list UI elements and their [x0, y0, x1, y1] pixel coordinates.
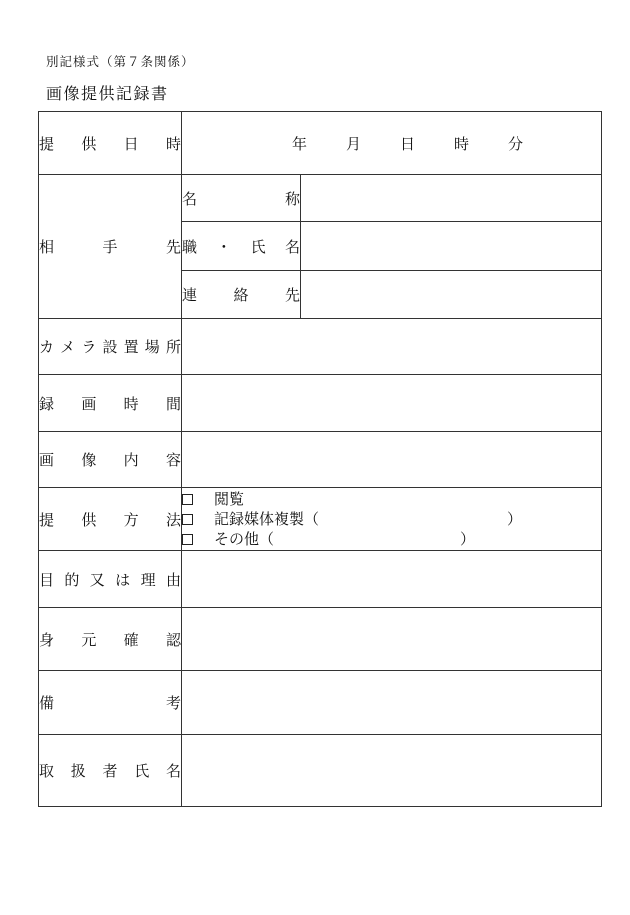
row-handler-name — [39, 735, 602, 807]
label-char: 提 — [39, 510, 55, 529]
label-image-content — [39, 432, 182, 488]
field-remarks[interactable] — [182, 671, 602, 735]
unit-minute: 分 — [508, 134, 524, 153]
label-char: 置 — [123, 338, 139, 356]
label-handler-name — [39, 735, 182, 807]
label-char: 内 — [123, 451, 139, 469]
label-char: 相 — [39, 238, 55, 256]
row-image-content — [39, 432, 602, 488]
label-char: 取 — [39, 762, 55, 780]
label-char: 絡 — [233, 286, 249, 304]
label-char: 確 — [123, 630, 139, 649]
label-char: 時 — [123, 394, 139, 413]
label-char: 像 — [81, 451, 97, 469]
label-char: 目 — [39, 570, 55, 589]
label-char: 手 — [102, 238, 118, 256]
label-remarks — [39, 671, 182, 735]
row-recording-time — [39, 375, 602, 432]
label-char: 名 — [165, 762, 181, 780]
label-char: 先 — [284, 286, 300, 304]
unit-year: 年 — [292, 134, 308, 153]
label-char: 備 — [39, 694, 55, 712]
row-remarks — [39, 671, 602, 735]
row-recipient-name — [39, 175, 602, 222]
label-char: 日 — [123, 134, 139, 153]
label-char: ラ — [81, 338, 97, 356]
option-other-label: その他（ — [214, 530, 275, 548]
field-camera-location[interactable] — [182, 319, 602, 375]
checkbox-other[interactable] — [182, 534, 193, 545]
label-char: 由 — [165, 570, 181, 589]
field-handler-name[interactable] — [182, 735, 602, 807]
close-paren: ） — [460, 530, 476, 548]
label-provision-method — [39, 488, 182, 551]
form-title: 画像提供記録書 — [46, 84, 169, 103]
label-char: ・ — [216, 237, 232, 256]
option-view-label: 閲覧 — [214, 490, 245, 508]
label-char: 画 — [81, 394, 97, 413]
label-recipient-name — [182, 175, 301, 222]
field-image-content[interactable] — [182, 432, 602, 488]
label-char: 氏 — [134, 762, 150, 780]
form-reference-note: 別記様式（第７条関係） — [46, 54, 195, 69]
label-char: 先 — [165, 238, 181, 256]
label-char: 提 — [39, 134, 55, 153]
label-char: メ — [60, 338, 76, 356]
field-recording-time[interactable] — [182, 375, 602, 432]
label-char: 時 — [165, 134, 181, 153]
checkbox-media-copy[interactable] — [182, 514, 193, 525]
field-recipient-position-name[interactable] — [301, 222, 602, 271]
label-char: 者 — [102, 762, 118, 780]
label-char: 職 — [182, 237, 198, 256]
label-char: 録 — [39, 394, 55, 413]
label-char: 認 — [165, 630, 181, 649]
label-recipient-contact — [182, 271, 301, 319]
label-purpose — [39, 551, 182, 608]
label-char: 間 — [165, 394, 181, 413]
row-identity-check — [39, 608, 602, 671]
label-char: 又 — [89, 570, 105, 589]
field-recipient-contact[interactable] — [301, 271, 602, 319]
label-char: 的 — [64, 570, 80, 589]
row-provision-datetime — [39, 112, 602, 175]
row-provision-method — [39, 488, 602, 551]
row-purpose — [39, 551, 602, 608]
label-char: 方 — [123, 510, 139, 529]
label-char: 考 — [165, 694, 181, 712]
close-paren: ） — [507, 510, 523, 528]
label-char: 名 — [284, 237, 300, 256]
label-char: 扱 — [70, 762, 86, 780]
field-purpose[interactable] — [182, 551, 602, 608]
label-recipient — [39, 175, 182, 319]
option-media-copy-label: 記録媒体複製（ — [214, 510, 320, 528]
field-provision-method — [182, 488, 602, 551]
label-char: 称 — [284, 189, 300, 208]
label-char: 設 — [102, 338, 118, 356]
label-char: カ — [39, 338, 55, 356]
label-char: 元 — [81, 630, 97, 649]
label-char: 所 — [165, 338, 181, 356]
label-camera-location — [39, 319, 182, 375]
label-char: 理 — [140, 570, 156, 589]
label-char: 供 — [81, 510, 97, 529]
label-char: 場 — [144, 338, 160, 356]
field-identity-check[interactable] — [182, 608, 602, 671]
row-camera-location — [39, 319, 602, 375]
label-char: 容 — [165, 451, 181, 469]
label-recording-time — [39, 375, 182, 432]
option-view[interactable] — [182, 489, 601, 509]
label-char: 連 — [182, 286, 198, 304]
label-char: 氏 — [250, 237, 266, 256]
option-media-copy[interactable] — [182, 509, 601, 529]
label-char: 法 — [165, 510, 181, 529]
unit-day: 日 — [400, 134, 416, 153]
label-char: 画 — [39, 451, 55, 469]
label-recipient-position-name — [182, 222, 301, 271]
checkbox-view[interactable] — [182, 494, 193, 505]
image-provision-record-table — [38, 111, 602, 807]
label-char: 身 — [39, 630, 55, 649]
option-other[interactable] — [182, 529, 601, 549]
label-char: は — [115, 570, 131, 589]
unit-month: 月 — [346, 134, 362, 153]
label-char: 名 — [182, 189, 198, 208]
label-char: 供 — [81, 134, 97, 153]
unit-hour: 時 — [454, 134, 470, 153]
label-identity-check — [39, 608, 182, 671]
label-provision-datetime — [39, 112, 182, 175]
field-recipient-name[interactable] — [301, 175, 602, 222]
field-provision-datetime[interactable] — [182, 112, 602, 175]
